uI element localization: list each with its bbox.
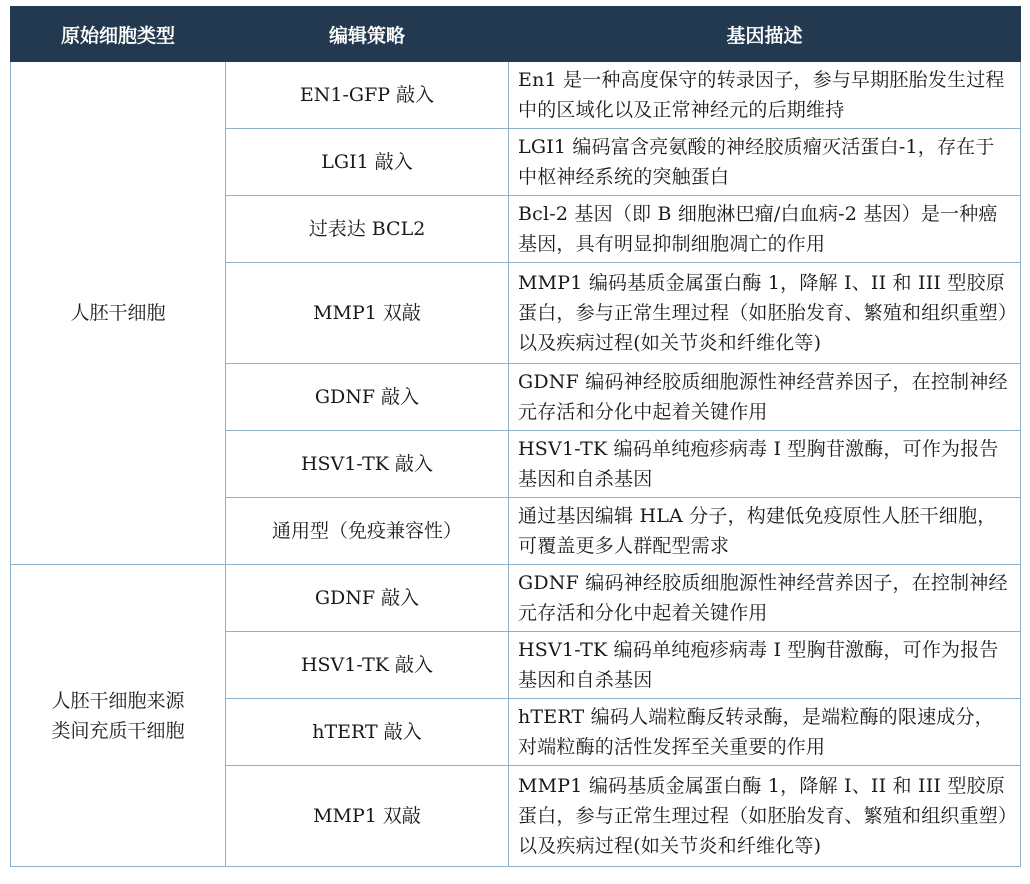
cell-type-line: 人胚干细胞来源 <box>51 689 185 712</box>
strategy-cell: EN1-GFP 敲入 <box>226 62 509 129</box>
description-cell: HSV1-TK 编码单纯疱疹病毒 I 型胸苷激酶，可作为报告基因和自杀基因 <box>509 632 1021 699</box>
description-cell: En1 是一种高度保守的转录因子，参与早期胚胎发生过程中的区域化以及正常神经元的后期维持 <box>509 62 1021 129</box>
cell-type-cell <box>11 565 226 867</box>
strategy-cell: GDNF 敲入 <box>226 565 509 632</box>
header-row <box>11 7 1021 62</box>
description-cell: LGI1 编码富含亮氨酸的神经胶质瘤灭活蛋白-1，存在于中枢神经系统的突触蛋白 <box>509 129 1021 196</box>
strategy-cell: MMP1 双敲 <box>226 766 509 867</box>
header-cell-type: 原始细胞类型 <box>11 7 226 62</box>
description-cell: hTERT 编码人端粒酶反转录酶，是端粒酶的限速成分，对端粒酶的活性发挥至关重要的作用 <box>509 699 1021 766</box>
strategy-cell: HSV1-TK 敲入 <box>226 431 509 498</box>
gene-editing-table <box>10 6 1021 867</box>
strategy-cell: hTERT 敲入 <box>226 699 509 766</box>
header-description: 基因描述 <box>509 7 1021 62</box>
strategy-cell: LGI1 敲入 <box>226 129 509 196</box>
cell-type-cell <box>11 62 226 565</box>
description-cell: Bcl-2 基因（即 B 细胞淋巴瘤/白血病-2 基因）是一种癌基因，具有明显抑制细胞凋亡的作用 <box>509 196 1021 263</box>
strategy-cell: 过表达 BCL2 <box>226 196 509 263</box>
description-cell: 通过基因编辑 HLA 分子，构建低免疫原性人胚干细胞，可覆盖更多人群配型需求 <box>509 498 1021 565</box>
description-cell: HSV1-TK 编码单纯疱疹病毒 I 型胸苷激酶，可作为报告基因和自杀基因 <box>509 431 1021 498</box>
description-cell: GDNF 编码神经胶质细胞源性神经营养因子，在控制神经元存活和分化中起着关键作用 <box>509 565 1021 632</box>
table-wrapper <box>10 6 1020 867</box>
cell-type-line: 人胚干细胞 <box>70 302 166 324</box>
header-strategy: 编辑策略 <box>226 7 509 62</box>
table-row <box>11 62 1021 129</box>
strategy-cell: MMP1 双敲 <box>226 263 509 364</box>
strategy-cell: GDNF 敲入 <box>226 364 509 431</box>
cell-type-line: 类间充质干细胞 <box>51 719 185 742</box>
description-cell: MMP1 编码基质金属蛋白酶 1，降解 I、II 和 III 型胶原蛋白，参与正常生理过程（如胚胎发育、繁殖和组织重塑）以及疾病过程(如关节炎和纤维化等) <box>509 263 1021 364</box>
strategy-cell: 通用型（免疫兼容性） <box>226 498 509 565</box>
strategy-cell: HSV1-TK 敲入 <box>226 632 509 699</box>
table-row <box>11 565 1021 632</box>
description-cell: MMP1 编码基质金属蛋白酶 1，降解 I、II 和 III 型胶原蛋白，参与正常生理过程（如胚胎发育、繁殖和组织重塑）以及疾病过程(如关节炎和纤维化等) <box>509 766 1021 867</box>
description-cell: GDNF 编码神经胶质细胞源性神经营养因子，在控制神经元存活和分化中起着关键作用 <box>509 364 1021 431</box>
